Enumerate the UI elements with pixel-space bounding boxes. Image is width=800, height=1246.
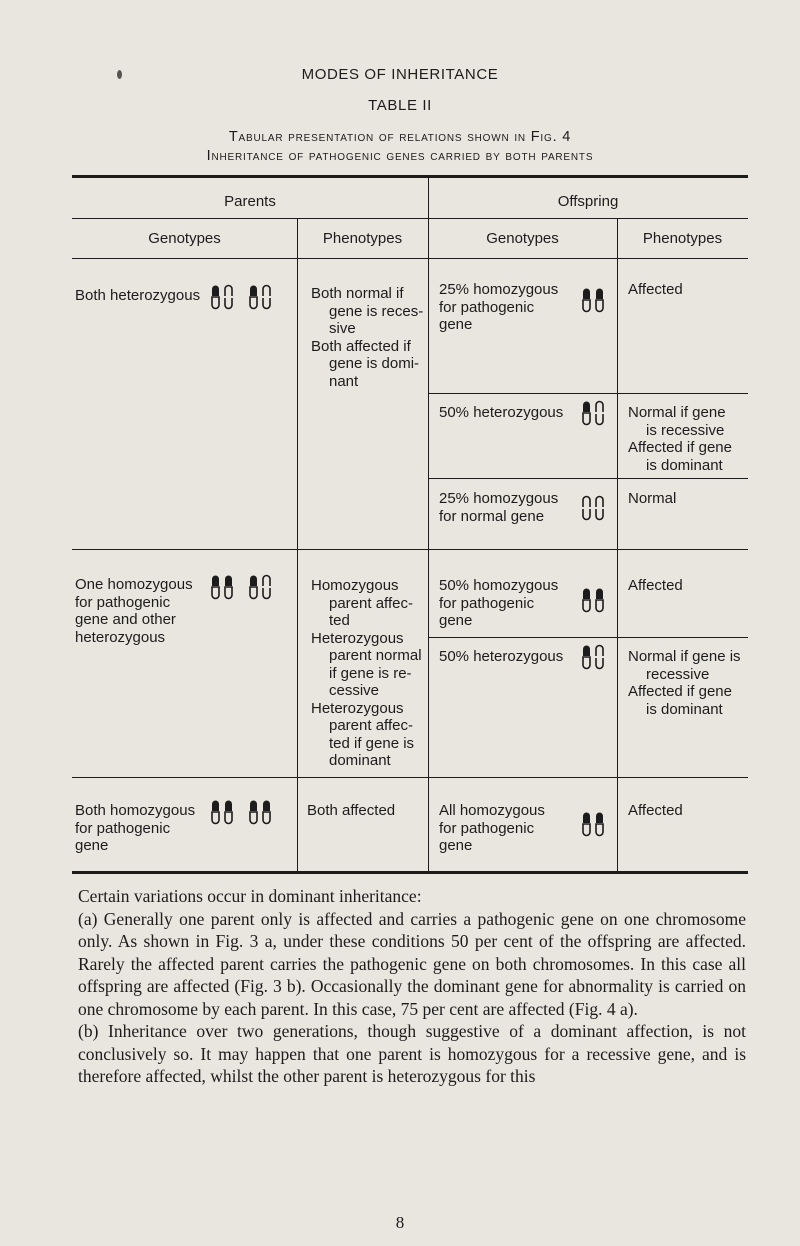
row2-offspring2-chromosomes — [580, 644, 612, 670]
row3-offspring-genotype: All homozygous for pathogenic gene — [439, 802, 545, 854]
chromosome-plain-icon — [596, 497, 603, 520]
row2-offspring2-genotype: 50% heterozygous — [439, 648, 564, 665]
row1-bottom-rule — [72, 549, 748, 550]
chromosome-with-band-icon — [583, 646, 590, 669]
chromosome-with-band-icon — [250, 576, 257, 599]
row1-offspring1-phenotype: Affected — [628, 281, 683, 298]
row2-bottom-rule — [72, 777, 748, 778]
row1-parent-phenotype: Both normal if gene is reces- sive Both affected if gene is domi- nant — [311, 285, 424, 390]
row1-offspring3-phenotype: Normal — [628, 490, 677, 507]
chromosome-with-band-icon — [250, 286, 257, 309]
table-title-line-1: Tabular presentation of relations shown in Fig. 4 — [228, 129, 572, 145]
row3-offspring-phenotype: Affected — [628, 802, 683, 819]
chromosome-with-band-icon — [596, 289, 603, 312]
row2-offspring1-phenotype: Affected — [628, 577, 683, 594]
row1-sub-rule-1 — [428, 393, 748, 394]
row1-parent-chromosomes — [209, 284, 294, 310]
row1-offspring1-chromosomes — [580, 287, 612, 313]
row2-offspring1-genotype: 50% homozygous for pathogenic gene — [439, 577, 559, 629]
row2-sub-rule — [428, 637, 748, 638]
row3-parent-phenotype: Both affected — [307, 802, 396, 819]
paragraph-intro: Certain variations occur in dominant inheritance: — [78, 886, 422, 906]
row3-parent-chromosomes — [209, 799, 294, 825]
page-number: 8 — [395, 1213, 405, 1232]
row1-offspring3-genotype: 25% homozygous for normal gene — [439, 490, 559, 525]
print-speck — [117, 70, 122, 79]
chromosome-with-band-icon — [263, 801, 270, 824]
table-top-rule — [72, 175, 748, 178]
chromosome-with-band-icon — [225, 576, 232, 599]
body-text — [78, 885, 746, 1088]
chromosome-with-band-icon — [583, 589, 590, 612]
chromosome-with-band-icon — [212, 576, 219, 599]
chromosome-plain-icon — [583, 497, 590, 520]
chromosome-plain-icon — [225, 286, 232, 309]
parents-offspring-divider — [428, 178, 429, 871]
chromosome-plain-icon — [596, 646, 603, 669]
row3-parent-genotype: Both homozygous for pathogenic gene — [75, 802, 196, 854]
paragraph-b: (b) Inheritance over two generations, though suggestive of a dominant affection, is not conclusively so. It may happen that one parent is homozygous for a recessive gene, and is therefore affected, whilst the other parent is heterozygous for this — [78, 1021, 746, 1086]
chromosome-with-band-icon — [596, 589, 603, 612]
group-header-rule — [72, 218, 748, 219]
row2-parent-phenotype: Homozygous parent affec- ted Heterozygous parent normal if gene is re- cessive Heterozygous parent affec- ted if gene is dominant — [311, 577, 422, 769]
row1-offspring1-genotype: 25% homozygous for pathogenic gene — [439, 281, 559, 333]
offspring-header: Offspring — [557, 193, 619, 210]
paragraph-a: (a) Generally one parent only is affected and carries a pathogenic gene on one chromosome only. As shown in Fig. 3 a, under these conditions 50 per cent of the offspring are affected. Rarely the affected parent carries the pathogenic gene on both chromosomes. In this case all offspring are affected (Fig. 3 b). Occasionally the dominant gene for abnormality is carried on one chromosome by each parent. In this case, 75 per cent are affected (Fig. 4 a). — [78, 908, 746, 1019]
chromosome-plain-icon — [263, 576, 270, 599]
chromosome-plain-icon — [263, 286, 270, 309]
chromosome-with-band-icon — [250, 801, 257, 824]
row2-offspring2-phenotype: Normal if gene is recessive Affected if gene is dominant — [628, 648, 741, 718]
row3-offspring-chromosomes — [580, 811, 612, 837]
row2-offspring1-chromosomes — [580, 587, 612, 613]
chromosome-with-band-icon — [212, 286, 219, 309]
offspring-col-divider — [617, 218, 618, 871]
row1-offspring3-chromosomes — [580, 495, 612, 521]
chromosome-with-band-icon — [212, 801, 219, 824]
row2-parent-chromosomes — [209, 574, 294, 600]
chromosome-with-band-icon — [583, 289, 590, 312]
col-header-offspring-genotypes: Genotypes — [486, 230, 559, 247]
parents-header: Parents — [224, 193, 276, 210]
chromosome-with-band-icon — [596, 813, 603, 836]
table-title-line-2: Inheritance of pathogenic genes carried by both parents — [206, 148, 594, 164]
chromosome-with-band-icon — [583, 813, 590, 836]
table-number: TABLE II — [368, 97, 432, 114]
col-header-parent-phenotypes: Phenotypes — [322, 230, 403, 247]
col-header-parent-genotypes: Genotypes — [148, 230, 221, 247]
chromosome-with-band-icon — [225, 801, 232, 824]
col-header-rule — [72, 258, 748, 259]
parent-col-divider — [297, 218, 298, 871]
row1-parent-genotype: Both heterozygous — [75, 287, 201, 304]
row1-offspring2-phenotype: Normal if gene is recessive Affected if gene is dominant — [628, 404, 732, 474]
chromosome-with-band-icon — [583, 402, 590, 425]
chromosome-plain-icon — [596, 402, 603, 425]
row2-parent-genotype: One homozygous for pathogenic gene and other heterozygous — [75, 576, 193, 646]
col-header-offspring-phenotypes: Phenotypes — [642, 230, 723, 247]
row1-offspring2-genotype: 50% heterozygous — [439, 404, 564, 421]
row1-offspring2-chromosomes — [580, 400, 612, 426]
table-bottom-rule — [72, 871, 748, 874]
row1-sub-rule-2 — [428, 478, 748, 479]
running-head: MODES OF INHERITANCE — [301, 66, 499, 83]
